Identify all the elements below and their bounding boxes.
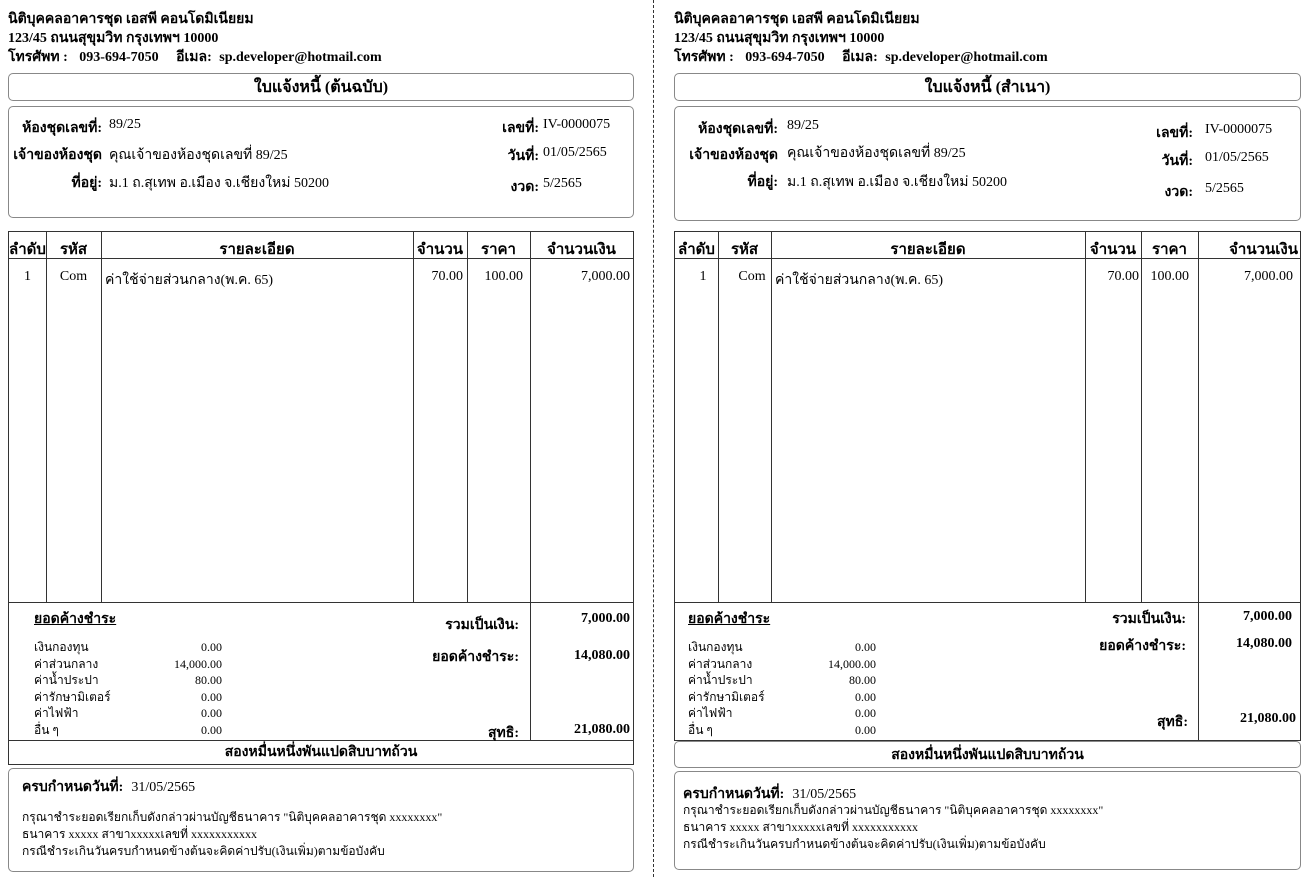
outstanding-label: ยอดค้างชำระ: bbox=[1099, 639, 1186, 654]
invoice-no-label: เลขที่: bbox=[502, 121, 539, 136]
owner-value: คุณเจ้าของห้องชุดเลขที่ 89/25 bbox=[787, 146, 966, 161]
outstanding-breakdown bbox=[34, 639, 222, 738]
period-label: งวด: bbox=[1164, 185, 1193, 200]
company-header bbox=[674, 10, 1048, 67]
outstanding-value: 14,080.00 bbox=[574, 648, 630, 663]
cell-qty: 70.00 bbox=[1107, 269, 1139, 284]
net-value: 21,080.00 bbox=[1240, 711, 1296, 726]
date-label: วันที่: bbox=[1161, 154, 1193, 169]
total-label: รวมเป็นเงิน: bbox=[1112, 612, 1186, 627]
period-value: 5/2565 bbox=[543, 176, 582, 191]
col-header-code: รหัส bbox=[59, 242, 88, 258]
room-label: ห้องชุดเลขที่: bbox=[22, 121, 102, 136]
col-header-description: รายละเอียด bbox=[219, 242, 295, 258]
note-line: กรณีชำระเกินวันครบกำหนดข้างต้นจะคิดค่าปรับ(เงินเพิ่ม)ตามข้อบังคับ bbox=[22, 844, 385, 858]
cell-qty: 70.00 bbox=[431, 269, 463, 284]
breakdown-row: ค่ารักษามิเตอร์ 0.00 bbox=[688, 689, 876, 704]
invoice-no-value: IV-0000075 bbox=[543, 117, 611, 132]
net-label: สุทธิ: bbox=[488, 726, 519, 741]
company-header bbox=[8, 10, 382, 67]
breakdown-row: ค่าไฟฟ้า 0.00 bbox=[34, 706, 222, 720]
cell-description: ค่าใช้จ่ายส่วนกลาง(พ.ค. 65) bbox=[775, 273, 943, 288]
due-date bbox=[22, 776, 195, 798]
col-header-index: ลำดับ bbox=[678, 242, 715, 258]
col-header-index: ลำดับ bbox=[9, 242, 46, 258]
due-value: 31/05/2565 bbox=[792, 787, 857, 802]
outstanding-label: ยอดค้างชำระ: bbox=[432, 650, 519, 665]
note-line: ธนาคาร xxxxx สาขาxxxxxเลขที่ xxxxxxxxxxx bbox=[22, 827, 258, 841]
breakdown-row: ค่าน้ำประปา 80.00 bbox=[688, 673, 876, 687]
invoice-info bbox=[674, 106, 1301, 221]
note-line: ธนาคาร xxxxx สาขาxxxxxเลขที่ xxxxxxxxxxx bbox=[683, 820, 919, 834]
room-value: 89/25 bbox=[787, 118, 819, 133]
invoice-no-value: IV-0000075 bbox=[1205, 122, 1273, 137]
cell-description: ค่าใช้จ่ายส่วนกลาง(พ.ค. 65) bbox=[105, 273, 273, 288]
col-header-amount: จำนวนเงิน bbox=[547, 242, 616, 258]
col-header-price: ราคา bbox=[481, 242, 516, 258]
address-label: ที่อยู่: bbox=[747, 175, 778, 190]
company-address: 123/45 ถนนสุขุมวิท กรุงเทพฯ 10000 bbox=[8, 31, 219, 46]
col-header-price: ราคา bbox=[1152, 242, 1187, 258]
invoice-title: ใบแจ้งหนี้ (ต้นฉบับ) bbox=[8, 73, 634, 101]
outstanding-title: ยอดค้างชำระ bbox=[688, 612, 771, 627]
period-value: 5/2565 bbox=[1205, 181, 1244, 196]
address-label: ที่อยู่: bbox=[71, 176, 102, 191]
outstanding-breakdown bbox=[688, 639, 876, 738]
breakdown-row: เงินกองทุน 0.00 bbox=[34, 640, 222, 654]
breakdown-row: เงินกองทุน 0.00 bbox=[688, 640, 876, 654]
cell-code: Com bbox=[738, 269, 766, 284]
phone: 093-694-7050 bbox=[745, 50, 825, 65]
owner-label: เจ้าของห้องชุด bbox=[13, 148, 102, 163]
amount-in-words: สองหมื่นหนึ่งพันแปดสิบบาทถ้วน bbox=[8, 741, 634, 765]
invoice-copy bbox=[674, 0, 1302, 877]
company-name: นิติบุคคลอาคารชุด เอสพี คอนโดมิเนียยม bbox=[8, 12, 254, 27]
cell-index: 1 bbox=[699, 269, 707, 284]
payment-footer bbox=[674, 771, 1301, 870]
items-table bbox=[8, 231, 634, 741]
period-label: งวด: bbox=[510, 180, 539, 195]
net-label: สุทธิ: bbox=[1157, 715, 1188, 730]
note-line: กรณีชำระเกินวันครบกำหนดข้างต้นจะคิดค่าปรับ(เงินเพิ่ม)ตามข้อบังคับ bbox=[683, 837, 1046, 851]
amount-in-words: สองหมื่นหนึ่งพันแปดสิบบาทถ้วน bbox=[674, 741, 1301, 768]
col-header-qty: จำนวน bbox=[416, 242, 464, 258]
due-label: ครบกำหนดวันที่: bbox=[683, 787, 785, 802]
address-value: ม.1 ถ.สุเทพ อ.เมือง จ.เชียงใหม่ 50200 bbox=[109, 176, 329, 191]
date-value: 01/05/2565 bbox=[1205, 150, 1269, 165]
invoice-original bbox=[8, 0, 636, 877]
breakdown-row: ค่าส่วนกลาง 14,000.00 bbox=[688, 656, 876, 671]
phone: 093-694-7050 bbox=[79, 50, 159, 65]
col-header-code: รหัส bbox=[730, 242, 759, 258]
date-label: วันที่: bbox=[507, 149, 539, 164]
room-value: 89/25 bbox=[109, 117, 141, 132]
phone-label: โทรศัพท : bbox=[8, 50, 68, 65]
breakdown-row: ค่าไฟฟ้า 0.00 bbox=[688, 706, 876, 720]
outstanding-title: ยอดค้างชำระ bbox=[34, 612, 117, 627]
cell-amount: 7,000.00 bbox=[581, 269, 630, 284]
col-header-amount: จำนวนเงิน bbox=[1229, 242, 1298, 258]
email-label: อีเมล: bbox=[842, 50, 878, 65]
col-header-qty: จำนวน bbox=[1089, 242, 1137, 258]
breakdown-row: ค่าส่วนกลาง 14,000.00 bbox=[34, 656, 222, 671]
total-value: 7,000.00 bbox=[581, 611, 630, 626]
breakdown-row: อื่น ๆ 0.00 bbox=[688, 722, 876, 737]
payment-note bbox=[683, 802, 1103, 853]
due-label: ครบกำหนดวันที่: bbox=[22, 780, 124, 795]
invoice-no-label: เลขที่: bbox=[1156, 126, 1193, 141]
owner-value: คุณเจ้าของห้องชุดเลขที่ 89/25 bbox=[109, 148, 288, 163]
phone-label: โทรศัพท : bbox=[674, 50, 734, 65]
room-label: ห้องชุดเลขที่: bbox=[698, 122, 778, 137]
items-table bbox=[674, 231, 1301, 741]
note-line: กรุณาชำระยอดเรียกเก็บดังกล่าวผ่านบัญชีธนาคาร "นิติบุคคลอาคารชุด xxxxxxxx" bbox=[683, 803, 1104, 817]
owner-label: เจ้าของห้องชุด bbox=[689, 148, 778, 163]
invoice-info bbox=[8, 106, 634, 218]
email-label: อีเมล: bbox=[176, 50, 212, 65]
total-value: 7,000.00 bbox=[1243, 609, 1292, 624]
date-value: 01/05/2565 bbox=[543, 145, 607, 160]
email: sp.developer@hotmail.com bbox=[885, 50, 1048, 65]
breakdown-row: ค่ารักษามิเตอร์ 0.00 bbox=[34, 689, 222, 704]
due-value: 31/05/2565 bbox=[131, 780, 196, 795]
company-address: 123/45 ถนนสุขุมวิท กรุงเทพฯ 10000 bbox=[674, 31, 885, 46]
total-label: รวมเป็นเงิน: bbox=[445, 618, 519, 633]
cell-price: 100.00 bbox=[1150, 269, 1189, 284]
payment-note bbox=[22, 809, 442, 860]
address-value: ม.1 ถ.สุเทพ อ.เมือง จ.เชียงใหม่ 50200 bbox=[787, 175, 1007, 190]
company-name: นิติบุคคลอาคารชุด เอสพี คอนโดมิเนียยม bbox=[674, 12, 920, 27]
cell-code: Com bbox=[59, 269, 88, 284]
col-header-description: รายละเอียด bbox=[890, 242, 966, 258]
cut-line bbox=[653, 0, 654, 877]
payment-footer bbox=[8, 768, 634, 872]
cell-price: 100.00 bbox=[484, 269, 523, 284]
cell-amount: 7,000.00 bbox=[1244, 269, 1293, 284]
breakdown-row: อื่น ๆ 0.00 bbox=[34, 722, 222, 737]
email: sp.developer@hotmail.com bbox=[219, 50, 382, 65]
net-value: 21,080.00 bbox=[574, 722, 630, 737]
breakdown-row: ค่าน้ำประปา 80.00 bbox=[34, 673, 222, 687]
cell-index: 1 bbox=[24, 269, 31, 284]
outstanding-value: 14,080.00 bbox=[1236, 636, 1292, 651]
invoice-title: ใบแจ้งหนี้ (สำเนา) bbox=[674, 73, 1301, 101]
note-line: กรุณาชำระยอดเรียกเก็บดังกล่าวผ่านบัญชีธนาคาร "นิติบุคคลอาคารชุด xxxxxxxx" bbox=[22, 810, 443, 824]
